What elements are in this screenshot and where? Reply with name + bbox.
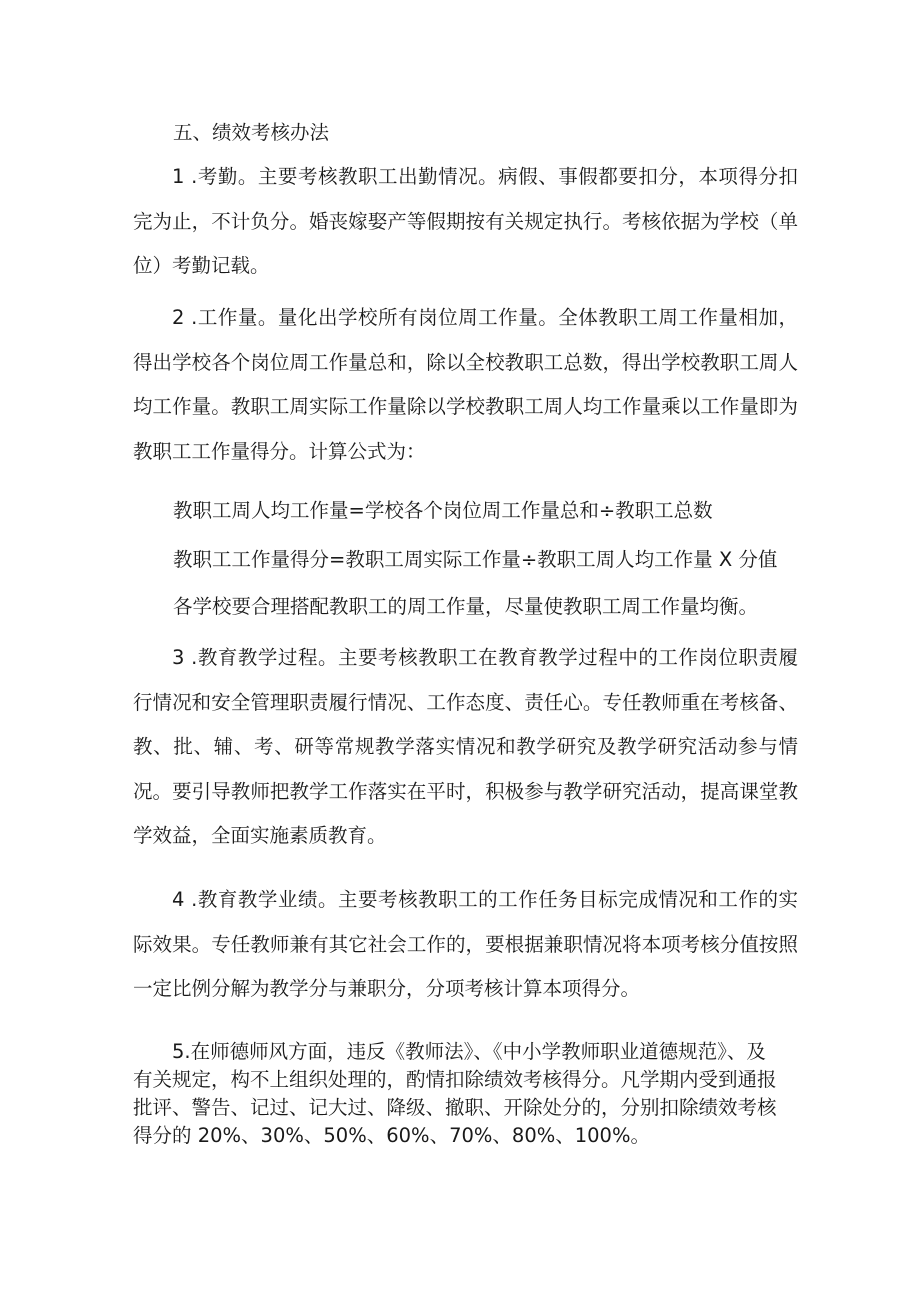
paragraph-teaching-process: 3 .教育教学过程。主要考核教职工在教育教学过程中的工作岗位职责履行情况和安全管理职责履行情况、工作态度、责任心。专任教师重在考核备、教、批、辅、考、研等常规教学落实情况和教学研究及教学研究活动参与情况。要引导教师把教学工作落实在平时，积极参与教学研究活动，提高课堂教学效益，全面实施素质教育。 [133, 646, 798, 847]
paragraph-attendance: 1 .考勤。主要考核教职工出勤情况。病假、事假都要扣分，本项得分扣完为止，不计负分。婚丧嫁娶产等假期按有关规定执行。考核依据为学校（单位）考勤记载。 [133, 165, 798, 277]
paragraph-teacher-ethics: 5.在师德师风方面，违反《教师法》、《中小学教师职业道德规范》、及有关规定，构不上组织处理的，酌情扣除绩效考核得分。凡学期内受到通报批评、警告、记过、记大过、降级、撤职、开除处分的，分别扣除绩效考核得分的 20%、30%、50%、60%、70%、80%、100%。 [133, 1040, 777, 1147]
paragraph-workload: 2 .工作量。量化出学校所有岗位周工作量。全体教职工周工作量相加，得出学校各个岗位周工作量总和，除以全校教职工总数，得出学校教职工周人均工作量。教职工周实际工作量除以学校教职工周人均工作量乘以工作量即为教职工工作量得分。计算公式为： [133, 306, 798, 463]
formula-average-workload: 教职工周人均工作量=学校各个岗位周工作量总和÷教职工总数 [173, 499, 713, 522]
paragraph-teaching-performance: 4 .教育教学业绩。主要考核教职工的工作任务目标完成情况和工作的实际效果。专任教师兼有其它社会工作的，要根据兼职情况将本项考核分值按照一定比例分解为教学分与兼职分，分项考核计算本项得分。 [133, 888, 798, 1000]
section-heading: 五、绩效考核办法 [173, 121, 330, 144]
paragraph-workload-note: 各学校要合理搭配教职工的周工作量，尽量使教职工周工作量均衡。 [173, 595, 759, 618]
formula-workload-score: 教职工工作量得分=教职工周实际工作量÷教职工周人均工作量 X 分值 [173, 548, 778, 571]
